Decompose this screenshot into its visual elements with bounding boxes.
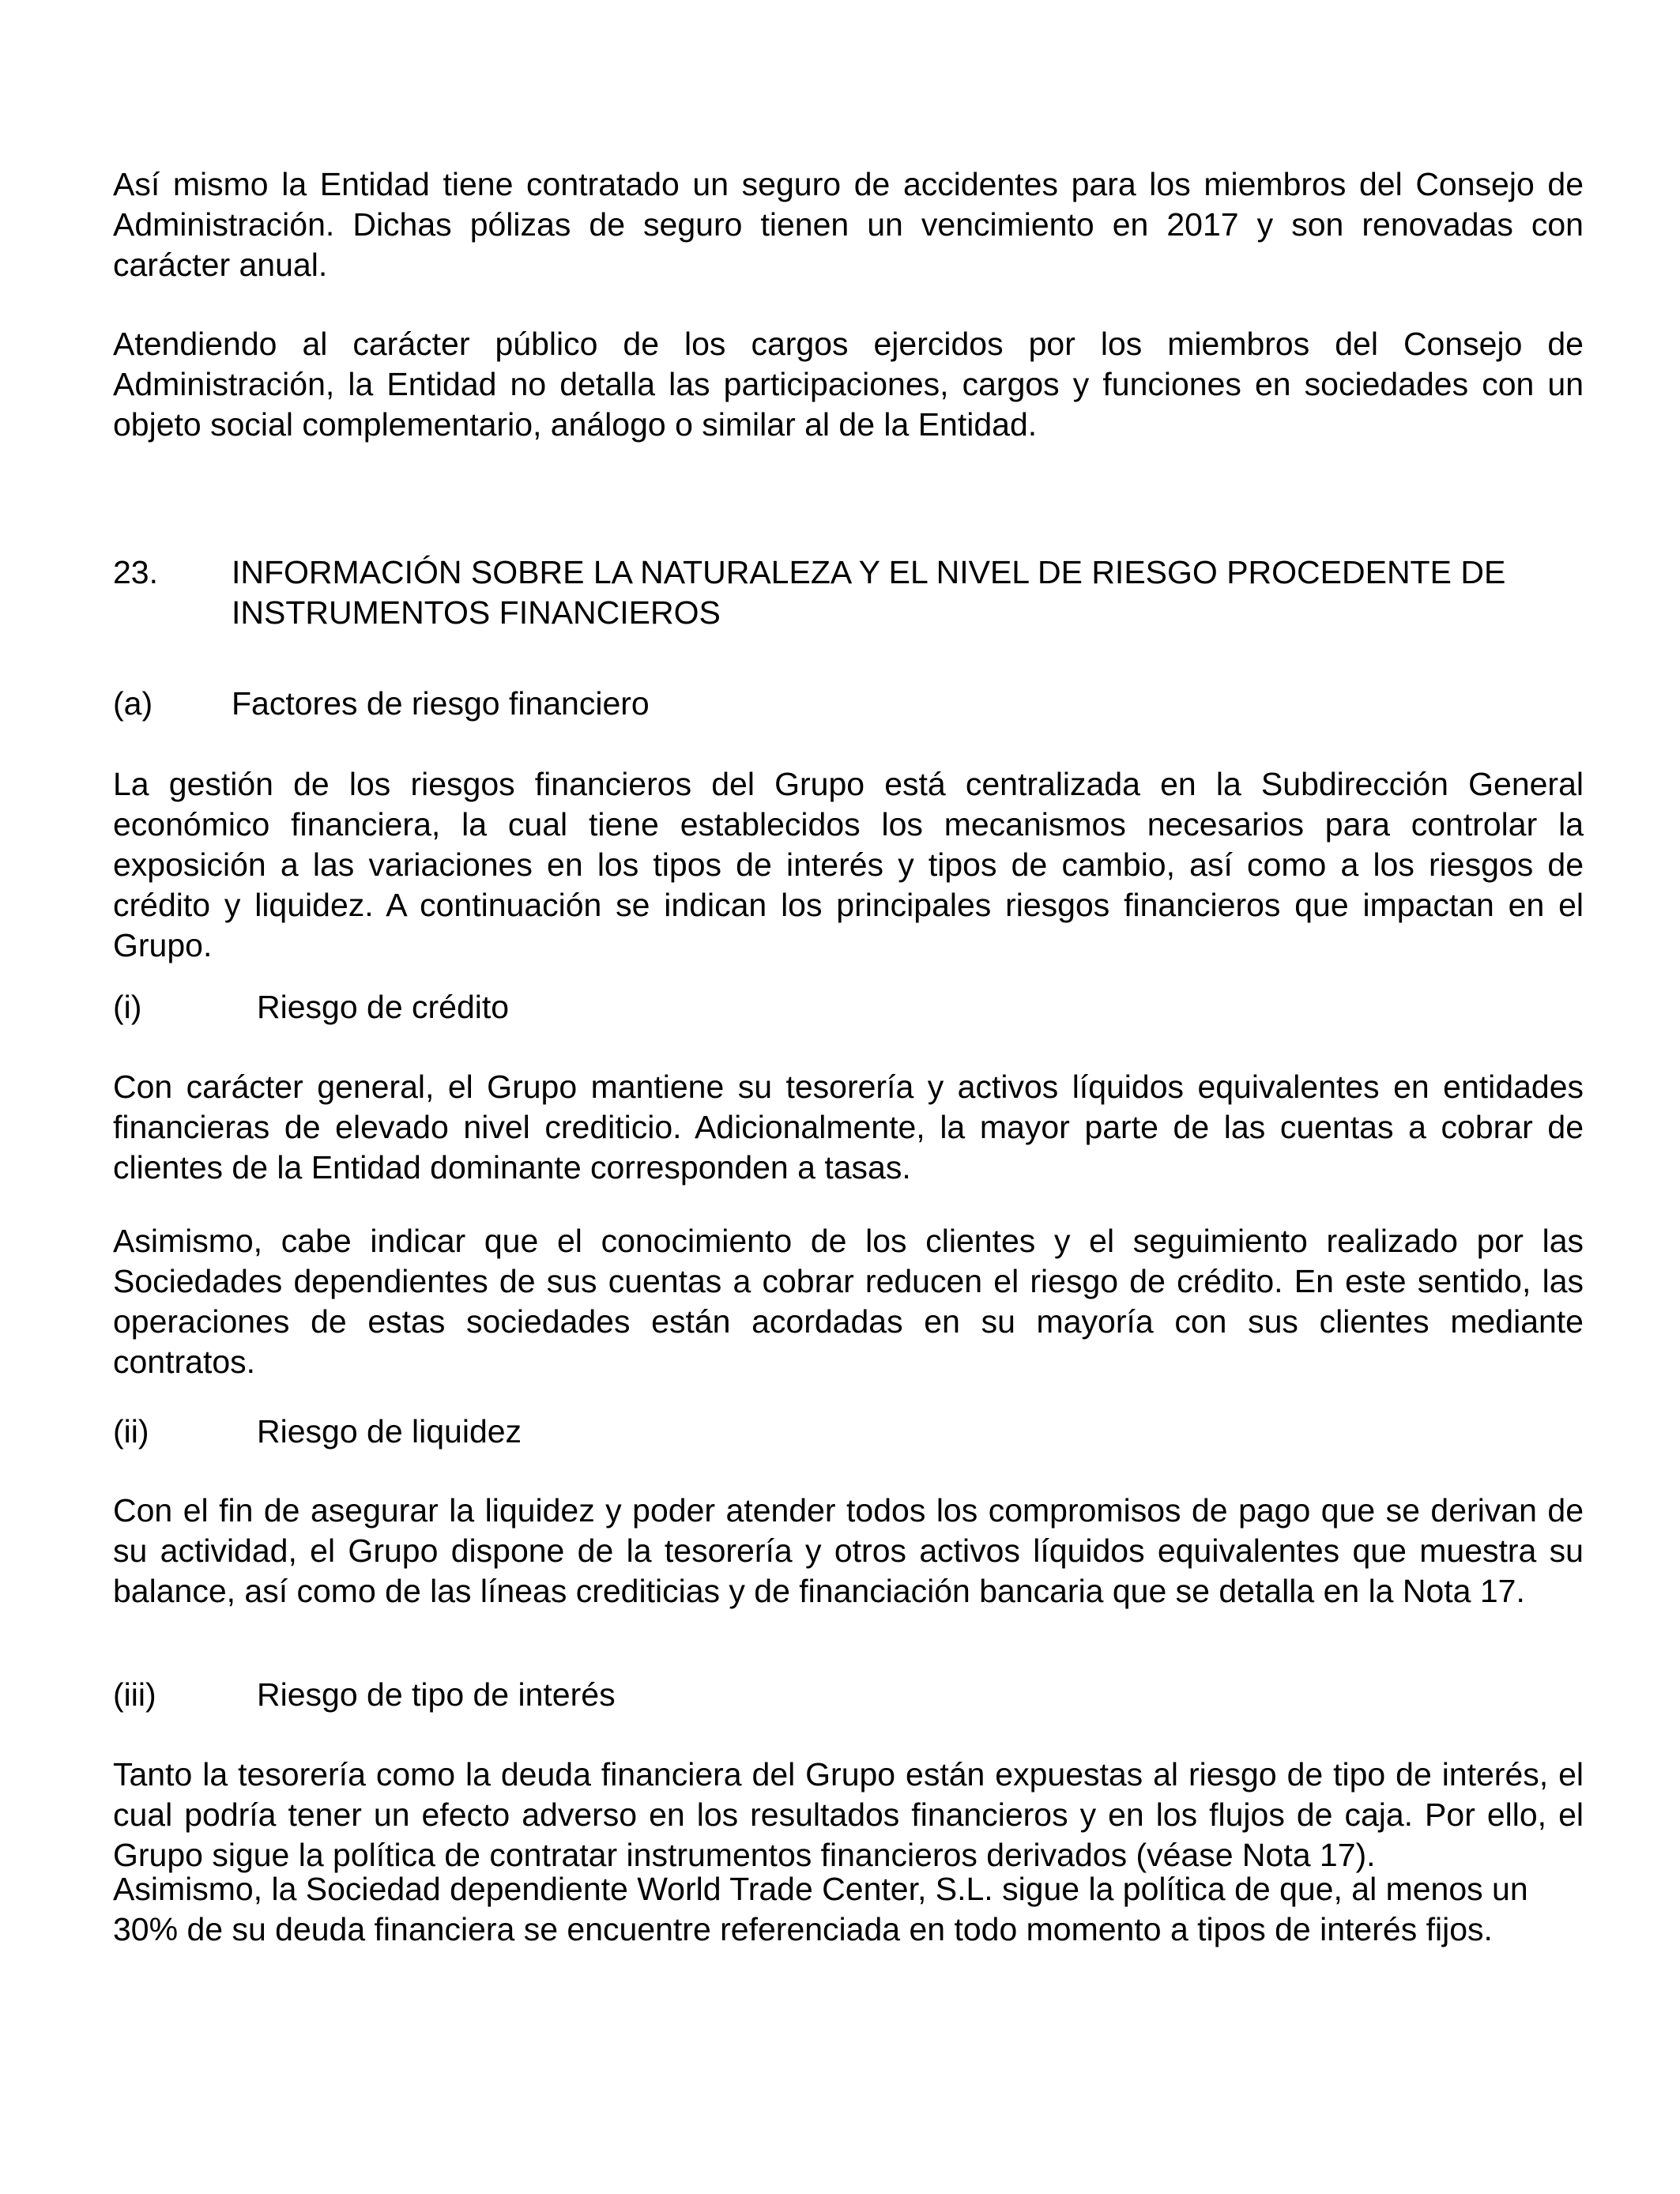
item-ii-label: (ii) [113,1413,149,1449]
item-iii-title: Riesgo de tipo de interés [257,1676,616,1713]
item-i-label: (i) [113,989,142,1025]
subsection-a-title: Factores de riesgo financiero [232,685,650,722]
item-ii-title: Riesgo de liquidez [257,1413,522,1449]
item-iii-label: (iii) [113,1676,156,1713]
paragraph-gestion-riesgos: La gestión de los riesgos financieros del Grupo está centralizada en la Subdirección General económico financiera, la cual tiene establecidos los mecanismos necesarios para controlar la exposición a las variaciones en los tipos de interés y tipos de cambio, así como a los riesgos de crédito y liquidez. A continuación se indican los principales riesgos financieros que impactan en el Grupo. [113,766,1584,963]
paragraph-riesgo-interes-2: Asimismo, la Sociedad dependiente World Trade Center, S.L. sigue la política de que, al menos un 30% de su deuda financiera se encuentre referenciada en todo momento a tipos de interés fijos. [113,1871,1528,1947]
section-title: INFORMACIÓN SOBRE LA NATURALEZA Y EL NIVEL DE RIESGO PROCEDENTE DE INSTRUMENTOS FINANCIEROS [232,554,1506,631]
paragraph-riesgo-credito-1: Con carácter general, el Grupo mantiene su tesorería y activos líquidos equivalentes en entidades financieras de elevado nivel crediticio. Adicionalmente, la mayor parte de las cuentas a cobrar de clientes de la Entidad dominante corresponden a tasas. [113,1069,1584,1186]
section-number: 23. [113,554,158,590]
subsection-a-label: (a) [113,685,153,722]
paragraph-riesgo-liquidez: Con el fin de asegurar la liquidez y poder atender todos los compromisos de pago que se derivan de su actividad, el Grupo dispone de la tesorería y otros activos líquidos equivalentes que muestra su balance, así como de las líneas crediticias y de financiación bancaria que se detalla en la Nota 17. [113,1492,1584,1609]
paragraph-riesgo-interes-1: Tanto la tesorería como la deuda financiera del Grupo están expuestas al riesgo de tipo de interés, el cual podría tener un efecto adverso en los resultados financieros y en los flujos de caja. Por ello, el Grupo sigue la política de contratar instrumentos financieros derivados (véase Nota 17). [113,1756,1584,1873]
item-i-title: Riesgo de crédito [257,989,510,1025]
paragraph-seguro-accidentes: Así mismo la Entidad tiene contratado un seguro de accidentes para los miembros del Consejo de Administración. Dichas pólizas de seguro tienen un vencimiento en 2017 y son renovadas con carácter anual. [113,166,1584,283]
paragraph-riesgo-credito-2: Asimismo, cabe indicar que el conocimiento de los clientes y el seguimiento realizado por las Sociedades dependientes de sus cuentas a cobrar reducen el riesgo de crédito. En este sentido, las operaciones de estas sociedades están acordadas en su mayoría con sus clientes mediante contratos. [113,1223,1584,1380]
paragraph-cargos-publicos: Atendiendo al carácter público de los cargos ejercidos por los miembros del Consejo de Administración, la Entidad no detalla las participaciones, cargos y funciones en sociedades con un objeto social complementario, análogo o similar al de la Entidad. [113,326,1584,443]
